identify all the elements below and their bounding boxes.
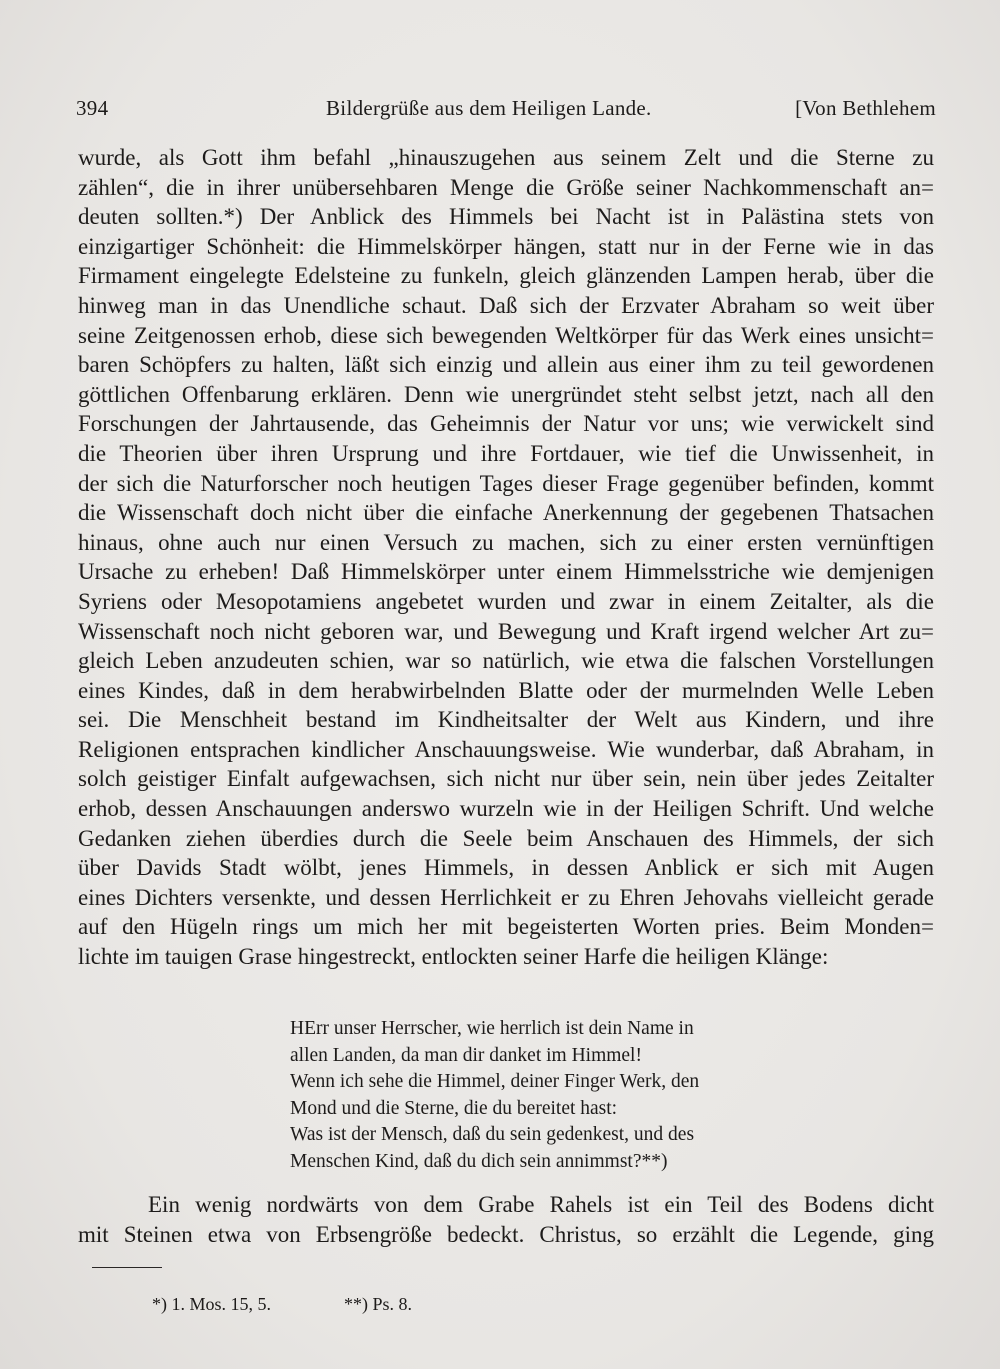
text-line: Religionen entsprachen kindlicher Anschauungsweise. Wie wunderbar, daß Abraham, in [78,736,934,762]
text-line: einzigartiger Schönheit: die Himmelskörper hängen, statt nur in der Ferne wie in das [78,233,934,259]
text-line: hinweg man in das Unendliche schaut. Daß sich der Erzvater Abraham so weit über [78,292,934,318]
text-line: mit Steinen etwa von Erbsengröße bedeckt. Christus, so erzählt die Legende, ging [78,1222,934,1247]
text-line: Wissenschaft noch nicht geboren war, und Bewegung und Kraft irgend welcher Art zu= [78,618,934,644]
running-section: [Von Bethlehem [795,96,936,120]
psalm-quotation [290,1016,770,1176]
text-line: eines Kindes, daß in dem herabwirbelnden Blatte oder der murmelnden Welle Leben [78,677,934,703]
text-line: über Davids Stadt wölbt, jenes Himmels, in dessen Anblick er sich mit Augen [78,855,934,881]
text-line: erhob, dessen Anschauungen anderswo wurzeln wie in der Heiligen Schrift. Und welche [78,796,934,822]
verse-line: Wenn ich sehe die Himmel, deiner Finger Werk, den [290,1071,700,1093]
text-line: hinaus, ohne auch nur einen Versuch zu machen, sich zu einer ersten vernünftigen [78,529,934,555]
text-line: die Wissenschaft doch nicht über die einfache Anerkennung der gegebenen Thatsachen [78,500,934,526]
verse-line: allen Landen, da man dir danket im Himmel! [290,1044,642,1066]
text-line: sei. Die Menschheit bestand im Kindheitsalter der Welt aus Kindern, und ihre [78,707,934,733]
text-line: Firmament eingelegte Edelsteine zu funkeln, gleich glänzenden Lampen herab, über die [78,263,934,289]
footnote-divider [92,1267,162,1268]
text-line: der sich die Naturforscher noch heutigen Tages dieser Frage gegenüber befinden, kommt [78,470,934,496]
text-line: seine Zeitgenossen erhob, diese sich bewegenden Weltkörper für das Werk eines unsicht= [78,322,934,348]
footnote-2: **) Ps. 8. [344,1294,413,1314]
verse-line: Was ist der Mensch, daß du sein gedenkest, und des [290,1124,695,1146]
text-line: die Theorien über ihren Ursprung und ihre Fortdauer, wie tief die Unwissenheit, in [78,440,934,466]
text-line: göttlichen Offenbarung erklären. Denn wie unergründet steht selbst jetzt, nach all den [78,381,934,407]
running-title: Bildergrüße aus dem Heiligen Lande. [326,96,652,120]
text-line: Syriens oder Mesopotamiens angebetet wurden und zwar in einem Zeitalter, als die [78,588,934,614]
text-line: wurde, als Gott ihm befahl „hinauszugehen aus seinem Zelt und die Sterne zu [78,145,934,170]
text-line: Ursache zu erheben! Daß Himmelskörper unter einem Himmelsstriche wie demjenigen [78,559,934,585]
second-paragraph [78,1190,934,1250]
text-line: auf den Hügeln rings um mich her mit begeisterten Worten pries. Beim Monden= [78,914,934,940]
verse-line: Menschen Kind, daß du dich sein annimmst?**) [290,1150,668,1172]
footnote-1: *) 1. Mos. 15, 5. [152,1294,272,1314]
text-line: solch geistiger Einfalt aufgewachsen, sich nicht nur über sein, nein über jedes Zeitalter [78,766,934,792]
main-paragraph [78,143,934,972]
page-number: 394 [76,96,109,120]
verse-line: HErr unser Herrscher, wie herrlich ist dein Name in [290,1018,694,1039]
text-line: gleich Leben anzudeuten schien, war so natürlich, wie etwa die falschen Vorstellungen [78,648,934,674]
text-line: eines Dichters versenkte, und dessen Herrlichkeit er zu Ehren Jehovahs vielleicht gerade [78,884,934,910]
text-line: Forschungen der Jahrtausende, das Geheimnis der Natur vor uns; wie verwickelt sind [78,411,934,437]
verse-line: Mond und die Sterne, die du bereitet hast: [290,1097,618,1119]
text-line: Gedanken ziehen überdies durch die Seele beim Anschauen des Himmels, der sich [78,825,934,851]
page-header [76,96,936,126]
text-line: Ein wenig nordwärts von dem Grabe Rahels ist ein Teil des Bodens dicht [148,1192,934,1217]
text-line: baren Schöpfers zu halten, läßt sich einzig und allein aus einer ihm zu teil gewordenen [78,352,934,378]
text-line: deuten sollten.*) Der Anblick des Himmels bei Nacht ist in Palästina stets von [78,204,934,230]
text-line: lichte im tauigen Grase hingestreckt, entlockten seiner Harfe die heiligen Klänge: [78,944,829,970]
text-line: zählen“, die in ihrer unübersehbaren Menge die Größe seiner Nachkommenschaft an= [78,174,934,200]
